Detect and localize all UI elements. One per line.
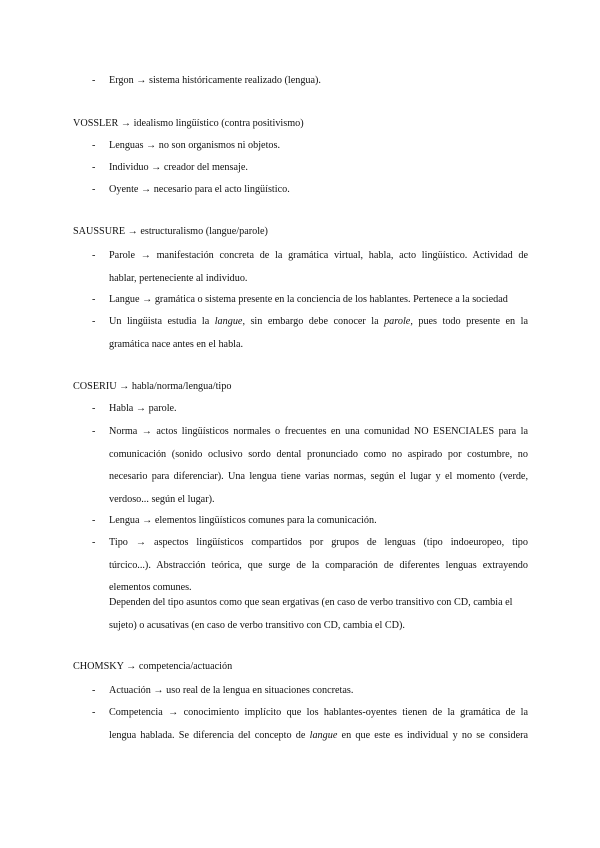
bullet-dash: -: [92, 184, 96, 195]
item-text: Parole → manifestación concreta de la gramática virtual, habla, acto lingüístico. Actividad de hablar, perteneciente al individuo.: [109, 250, 528, 284]
bullet-dash: -: [92, 162, 96, 173]
bullet-dash: -: [92, 140, 96, 151]
heading-chomsky: CHOMSKY → competencia/actuación: [73, 661, 233, 672]
item-text: Oyente → necesario para el acto lingüístico.: [109, 184, 290, 195]
bullet-dash: -: [92, 515, 96, 526]
item-text: Competencia → conocimiento implícito que los hablantes-oyentes tienen de la gramática de la lengua hablada. Se diferencia del concepto de langue en que este es individual y no se considera: [109, 707, 529, 741]
bullet-dash: -: [92, 537, 96, 548]
item-text: Individuo → creador del mensaje.: [109, 162, 248, 173]
heading-vossler: VOSSLER → idealismo lingüístico (contra positivismo): [73, 118, 304, 129]
bullet-dash: -: [92, 294, 96, 305]
item-text: Langue → gramática o sistema presente en la conciencia de los hablantes. Pertenece a la sociedad: [109, 294, 508, 305]
item-text: Habla → parole.: [109, 403, 177, 414]
bullet-dash: -: [92, 707, 96, 718]
item-text: Un lingüista estudia la langue, sin embargo debe conocer la parole, pues todo presente en la gramática nace antes en el habla.: [109, 316, 528, 350]
item-text: Lenguas → no son organismos ni objetos.: [109, 140, 281, 151]
paragraph-dependen: Dependen del tipo asuntos como que sean ergativas (en caso de verbo transitivo con CD, cambia el sujeto) o acusativas (en caso de verbo transitivo con CD, cambia el CD).: [109, 597, 513, 631]
item-text: Actuación → uso real de la lengua en situaciones concretas.: [109, 685, 354, 696]
item-text: Lengua → elementos lingüísticos comunes para la comunicación.: [109, 515, 377, 526]
heading-coseriu: COSERIU → habla/norma/lengua/tipo: [73, 381, 232, 392]
item-text: Ergon → sistema históricamente realizado (lengua).: [109, 75, 321, 86]
bullet-dash: -: [92, 250, 96, 261]
item-text: Tipo → aspectos lingüísticos compartidos por grupos de lenguas (tipo indoeuropeo, tipo túrcico...). Abstracción teórica, que surge de la comparación de diferentes lenguas extrayendo elementos comunes.: [109, 537, 528, 593]
bullet-dash: -: [92, 316, 96, 327]
bullet-dash: -: [92, 75, 96, 86]
item-text: Norma → actos lingüísticos normales o frecuentes en una comunidad NO ESENCIALES para la comunicación (sonido oclusivo sordo dental pronunciado como no aspirado por costumbre, no necesario para diferenciar). Una lengua tiene varias normas, según el lugar y el momento (verde, verdoso... según el lugar).: [109, 426, 528, 505]
bullet-dash: -: [92, 426, 96, 437]
bullet-dash: -: [92, 685, 96, 696]
heading-saussure: SAUSSURE → estructuralismo (langue/parole): [73, 226, 268, 237]
bullet-dash: -: [92, 403, 96, 414]
